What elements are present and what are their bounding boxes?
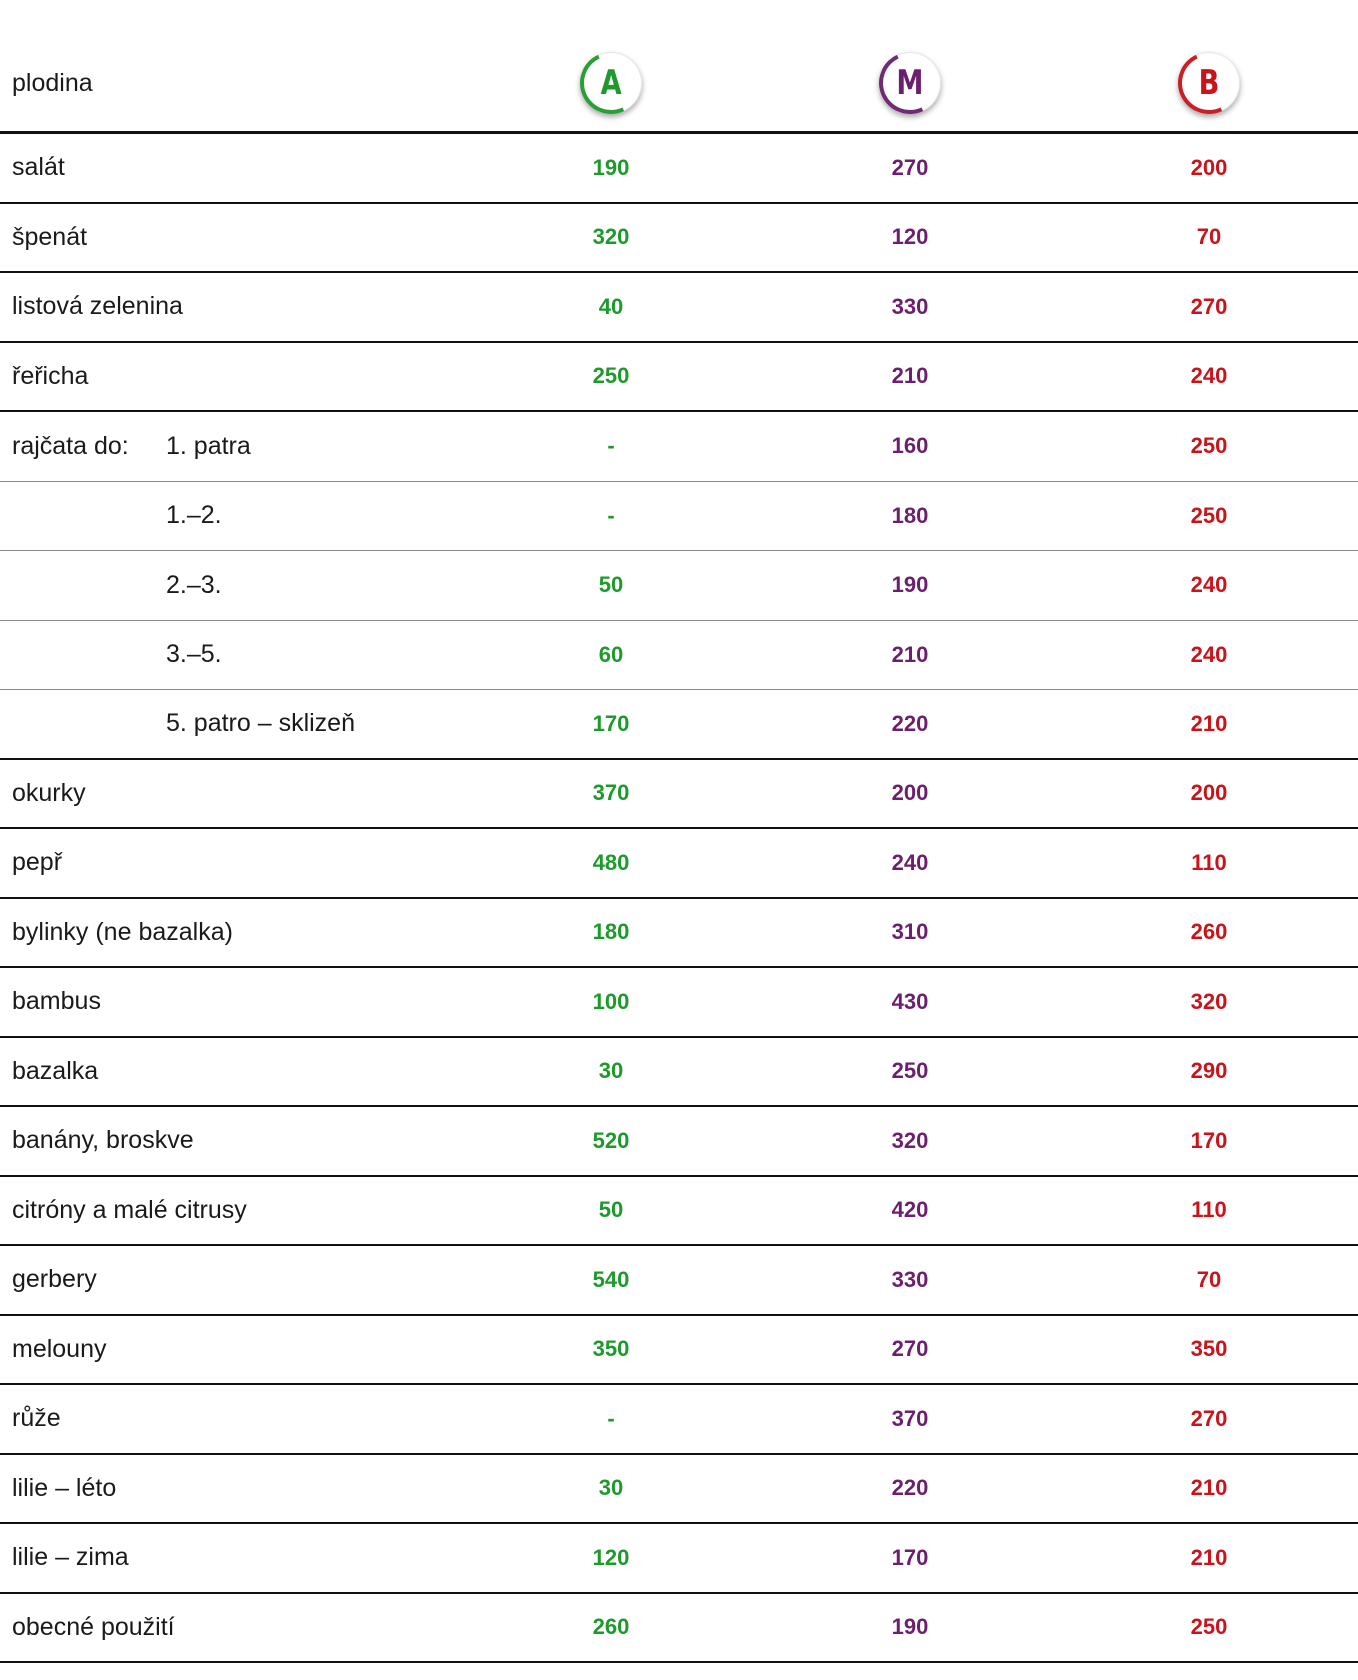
value-a: 180 [592,919,630,945]
value-m: 420 [891,1197,929,1223]
value-b: 110 [1191,849,1227,875]
table-row [0,1038,1358,1108]
value-b: 210 [1190,1544,1228,1570]
value-a: 540 [592,1266,630,1292]
value-a: 260 [592,1614,630,1640]
table-row [0,968,1358,1038]
table-row [0,273,1358,343]
table-row [0,1246,1358,1316]
value-m: 180 [891,502,929,528]
crop-name: lilie – léto [12,1473,117,1502]
value-a: 250 [592,363,630,389]
badge-m-icon [879,52,941,114]
value-a: 100 [592,988,630,1014]
table-row [0,551,1358,621]
growth-stage: 1.–2. [166,501,222,530]
value-a: 50 [598,572,624,598]
badge-b-icon [1178,52,1240,114]
crop-name: špenát [12,222,88,251]
crop-name: bazalka [12,1056,99,1085]
table-row [0,1455,1358,1525]
value-b: 110 [1191,1197,1227,1223]
value-m: 430 [891,988,929,1014]
table-row [0,134,1358,204]
crop-name: listová zelenina [12,292,183,321]
table-row [0,899,1358,969]
table-row [0,343,1358,413]
value-m: 330 [891,1266,929,1292]
value-m: 270 [891,154,929,180]
value-a: 30 [598,1058,624,1084]
table-row [0,1385,1358,1455]
badge-a-letter: A [600,63,622,103]
crop-name: pepř [12,848,63,877]
value-b: 350 [1190,1336,1228,1362]
value-m: 220 [891,1475,929,1501]
table-row [0,1177,1358,1247]
growth-stage: 3.–5. [166,640,222,669]
value-b: 200 [1190,780,1228,806]
value-m: 190 [891,1614,929,1640]
crop-name: citróny a malé citrusy [12,1195,247,1224]
value-a: 320 [592,224,630,250]
crop-name: banány, broskve [12,1126,194,1155]
value-m: 200 [891,780,929,806]
growth-stage: 1. patra [166,431,251,460]
table-row [0,621,1358,691]
value-a: 30 [598,1475,624,1501]
value-b: 250 [1190,433,1228,459]
value-a: 350 [592,1336,630,1362]
value-b: 240 [1190,363,1228,389]
value-a: - [607,433,615,459]
value-b: 270 [1190,293,1228,319]
value-b: 170 [1190,1127,1228,1153]
crop-column-header: plodina [12,69,93,97]
crop-name: rajčata do: [12,431,129,460]
value-b: 260 [1190,919,1228,945]
value-b: 210 [1190,710,1228,736]
value-b: 210 [1190,1475,1228,1501]
table-row [0,204,1358,274]
value-m: 270 [891,1336,929,1362]
value-a: - [607,1405,615,1431]
value-a: 170 [592,710,630,736]
crop-name: lilie – zima [12,1543,129,1572]
value-m: 170 [891,1544,929,1570]
table-row [0,412,1358,482]
table-row [0,829,1358,899]
value-b: 70 [1196,1266,1222,1292]
crop-name: salát [12,153,65,182]
value-m: 240 [891,849,929,875]
value-m: 160 [891,433,929,459]
value-m: 190 [891,572,929,598]
value-b: 250 [1190,1614,1228,1640]
crop-name: obecné použití [12,1612,175,1641]
value-b: 70 [1196,224,1222,250]
badge-a-icon [580,52,642,114]
crop-name: řeřicha [12,361,89,390]
value-m: 210 [891,641,929,667]
value-b: 240 [1190,641,1228,667]
table-body [0,134,1358,1663]
value-m: 310 [891,919,929,945]
value-a: 60 [598,641,624,667]
value-b: 270 [1190,1405,1228,1431]
value-m: 210 [891,363,929,389]
value-a: 370 [592,780,630,806]
value-m: 120 [891,224,929,250]
table-row [0,482,1358,552]
table-row [0,1594,1358,1664]
crop-name: okurky [12,778,86,807]
badge-b-letter: B [1198,63,1220,103]
value-m: 250 [891,1058,929,1084]
value-b: 240 [1190,572,1228,598]
crop-name: bambus [12,987,101,1016]
table-row [0,760,1358,830]
growth-stage: 5. patro – sklizeň [166,709,355,738]
table-row [0,1107,1358,1177]
crop-name: melouny [12,1334,107,1363]
value-a: - [607,502,615,528]
value-a: 40 [598,293,624,319]
table-row [0,1524,1358,1594]
table-row [0,1316,1358,1386]
table-row [0,690,1358,760]
crop-name: bylinky (ne bazalka) [12,917,233,946]
value-b: 250 [1190,502,1228,528]
value-b: 290 [1190,1058,1228,1084]
value-m: 320 [891,1127,929,1153]
badge-m-letter: M [896,63,924,103]
value-m: 330 [891,293,929,319]
value-a: 50 [598,1197,624,1223]
crop-name: růže [12,1404,61,1433]
value-a: 480 [592,849,630,875]
value-a: 520 [592,1127,630,1153]
growth-stage: 2.–3. [166,570,222,599]
value-a: 190 [592,154,630,180]
value-a: 120 [592,1544,630,1570]
value-b: 200 [1190,154,1228,180]
crop-name: gerbery [12,1265,97,1294]
value-m: 370 [891,1405,929,1431]
value-b: 320 [1190,988,1228,1014]
table-header [0,0,1358,134]
value-m: 220 [891,710,929,736]
